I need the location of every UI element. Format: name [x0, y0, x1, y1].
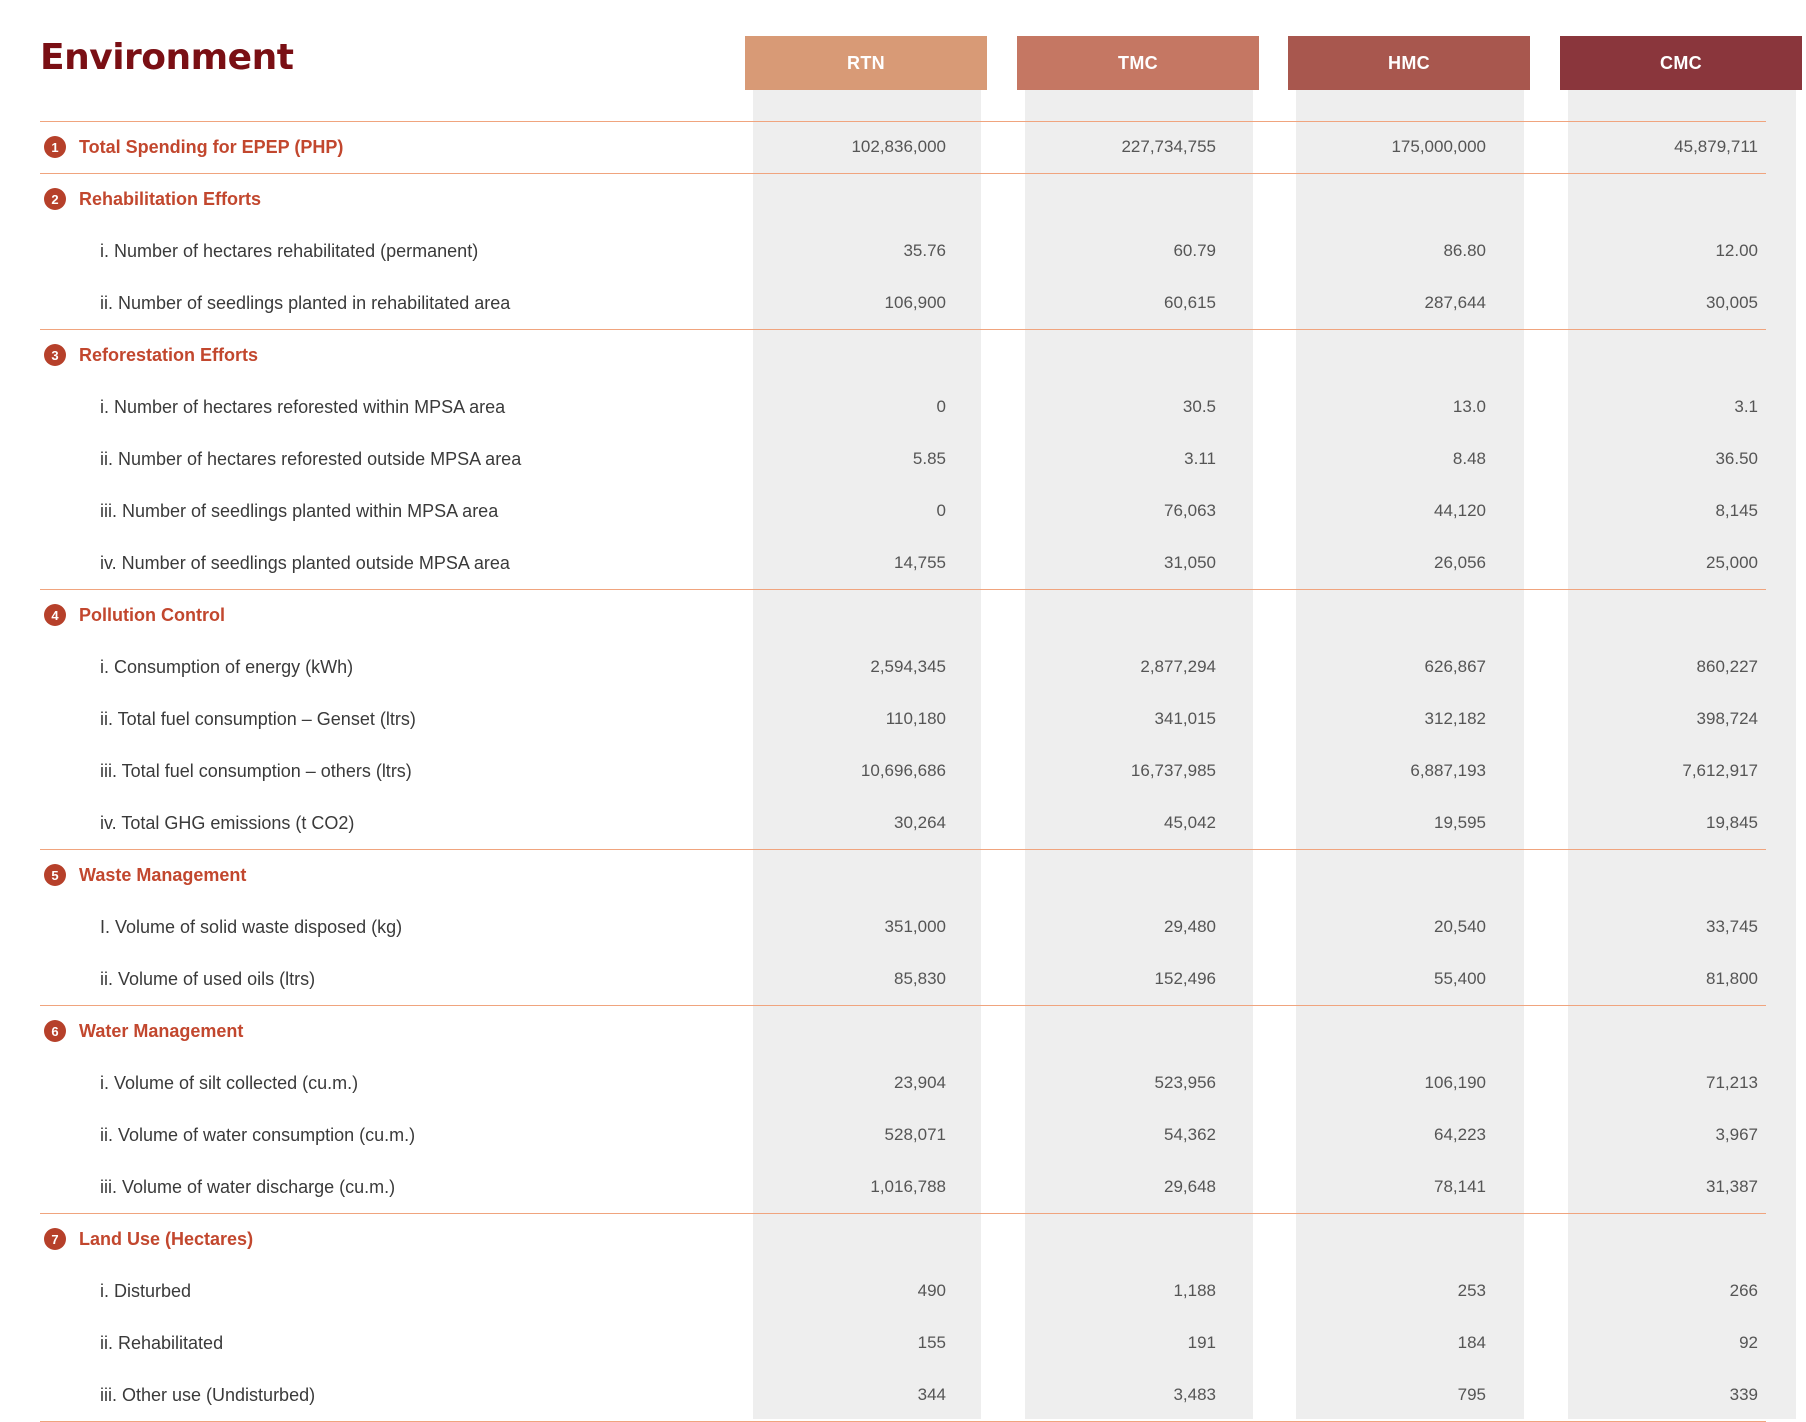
value-cell-rtn: 14,755: [894, 553, 946, 572]
table-row: [0, 1265, 1806, 1317]
value-cell-tmc: 227,734,755: [1121, 137, 1216, 156]
value-cell-cmc: 860,227: [1696, 657, 1758, 676]
value-cell-rtn: 344: [917, 1385, 946, 1404]
row-label: i. Number of hectares reforested within MPSA area: [100, 397, 506, 417]
value-cell-rtn: 10,696,686: [860, 761, 946, 780]
section-number-badge: 1: [44, 136, 66, 158]
value-cell-cmc: 19,845: [1706, 813, 1758, 832]
value-cell-cmc: 36.50: [1715, 449, 1758, 468]
table-row: [0, 485, 1806, 537]
value-cell-cmc: 31,387: [1706, 1177, 1758, 1196]
table-row: [0, 901, 1806, 953]
value-cell-hmc: 626,867: [1424, 657, 1486, 676]
value-cell-cmc: 33,745: [1706, 917, 1758, 936]
value-cell-tmc: 29,648: [1164, 1177, 1216, 1196]
value-cell-tmc: 54,362: [1164, 1125, 1216, 1144]
value-cell-cmc: 81,800: [1706, 969, 1758, 988]
section-title: Land Use (Hectares): [79, 1229, 254, 1249]
section-title: Water Management: [79, 1021, 244, 1041]
table-row: [0, 953, 1806, 1005]
value-cell-hmc: 8.48: [1452, 449, 1486, 468]
section-number-badge: 7: [44, 1228, 66, 1250]
value-cell-cmc: 25,000: [1706, 553, 1758, 572]
table-row: [0, 1057, 1806, 1109]
table-row: [0, 225, 1806, 277]
value-cell-rtn: 2,594,345: [870, 657, 946, 676]
row-label: iv. Number of seedlings planted outside MPSA area: [100, 553, 510, 573]
value-cell-cmc: 71,213: [1706, 1073, 1758, 1092]
value-cell-hmc: 312,182: [1424, 709, 1486, 728]
value-cell-hmc: 64,223: [1434, 1125, 1486, 1144]
row-label: iii. Number of seedlings planted within MPSA area: [100, 501, 499, 521]
value-cell-tmc: 76,063: [1164, 501, 1216, 520]
value-cell-rtn: 0: [936, 397, 946, 416]
row-label: i. Volume of silt collected (cu.m.): [100, 1073, 359, 1093]
value-cell-tmc: 60,615: [1164, 293, 1216, 312]
value-cell-rtn: 490: [917, 1281, 946, 1300]
row-label: iii. Other use (Undisturbed): [100, 1385, 316, 1405]
value-cell-tmc: 191: [1187, 1333, 1216, 1352]
value-cell-cmc: 12.00: [1715, 241, 1758, 260]
row-label: ii. Total fuel consumption – Genset (ltrs): [100, 709, 416, 729]
value-cell-rtn: 30,264: [894, 813, 946, 832]
value-cell-rtn: 351,000: [884, 917, 946, 936]
section-title: Rehabilitation Efforts: [79, 189, 262, 209]
table-row: [0, 797, 1806, 849]
value-cell-hmc: 184: [1457, 1333, 1486, 1352]
section-row: [0, 849, 1806, 901]
section-row: [0, 1005, 1806, 1057]
value-cell-cmc: 339: [1729, 1385, 1758, 1404]
value-cell-hmc: 13.0: [1452, 397, 1486, 416]
value-cell-tmc: 60.79: [1173, 241, 1216, 260]
value-cell-hmc: 287,644: [1424, 293, 1486, 312]
value-cell-hmc: 6,887,193: [1410, 761, 1486, 780]
value-cell-tmc: 3,483: [1173, 1385, 1216, 1404]
table-row: [0, 433, 1806, 485]
row-label: i. Number of hectares rehabilitated (permanent): [100, 241, 479, 261]
row-label: iii. Volume of water discharge (cu.m.): [100, 1177, 396, 1197]
row-label: ii. Volume of used oils (ltrs): [100, 969, 316, 989]
table-row: [0, 693, 1806, 745]
section-title: Waste Management: [79, 865, 247, 885]
value-cell-rtn: 85,830: [894, 969, 946, 988]
value-cell-hmc: 19,595: [1434, 813, 1486, 832]
value-cell-rtn: 155: [917, 1333, 946, 1352]
row-label: ii. Volume of water consumption (cu.m.): [100, 1125, 416, 1145]
table-row: [0, 1369, 1806, 1421]
value-cell-rtn: 35.76: [903, 241, 946, 260]
value-cell-tmc: 523,956: [1154, 1073, 1216, 1092]
row-label: i. Disturbed: [100, 1281, 192, 1301]
table-row: [0, 1317, 1806, 1369]
value-cell-tmc: 341,015: [1154, 709, 1216, 728]
value-cell-rtn: 5.85: [912, 449, 946, 468]
table-row: [0, 1109, 1806, 1161]
page-title: Environment: [40, 37, 294, 78]
value-cell-cmc: 30,005: [1706, 293, 1758, 312]
table-row: [0, 1161, 1806, 1213]
value-cell-hmc: 78,141: [1434, 1177, 1486, 1196]
table-row: [0, 641, 1806, 693]
value-cell-cmc: 7,612,917: [1682, 761, 1758, 780]
section-row: [0, 329, 1806, 381]
value-cell-cmc: 3.1: [1734, 397, 1758, 416]
value-cell-hmc: 44,120: [1434, 501, 1486, 520]
section-title: Reforestation Efforts: [79, 345, 259, 365]
section-title: Pollution Control: [79, 605, 225, 625]
value-cell-tmc: 1,188: [1173, 1281, 1216, 1300]
value-cell-hmc: 175,000,000: [1391, 137, 1486, 156]
value-cell-tmc: 30.5: [1182, 397, 1216, 416]
section-number-badge: 5: [44, 864, 66, 886]
value-cell-tmc: 29,480: [1164, 917, 1216, 936]
row-label: iv. Total GHG emissions (t CO2): [100, 813, 355, 833]
row-label: i. Consumption of energy (kWh): [100, 657, 354, 677]
row-label: iii. Total fuel consumption – others (ltrs): [100, 761, 412, 781]
column-header-cmc: CMC: [1560, 36, 1802, 90]
value-cell-hmc: 55,400: [1434, 969, 1486, 988]
value-cell-rtn: 1,016,788: [870, 1177, 946, 1196]
value-cell-hmc: 795: [1457, 1385, 1486, 1404]
column-header-hmc: HMC: [1288, 36, 1530, 90]
value-cell-hmc: 86.80: [1443, 241, 1486, 260]
section-row: [0, 1213, 1806, 1265]
section-number-badge: 4: [44, 604, 66, 626]
value-cell-cmc: 8,145: [1715, 501, 1758, 520]
value-cell-rtn: 23,904: [894, 1073, 946, 1092]
value-cell-tmc: 31,050: [1164, 553, 1216, 572]
value-cell-tmc: 3.11: [1184, 449, 1216, 468]
row-label: I. Volume of solid waste disposed (kg): [100, 917, 403, 937]
section-row: [0, 589, 1806, 641]
column-header-tmc: TMC: [1017, 36, 1259, 90]
value-cell-rtn: 528,071: [884, 1125, 946, 1144]
value-cell-tmc: 16,737,985: [1130, 761, 1216, 780]
value-cell-rtn: 110,180: [885, 709, 946, 728]
section-title: Total Spending for EPEP (PHP): [79, 137, 344, 157]
row-label: ii. Rehabilitated: [100, 1333, 224, 1353]
section-number-badge: 3: [44, 344, 66, 366]
row-label: ii. Number of seedlings planted in rehabilitated area: [100, 293, 511, 313]
column-header-rtn: RTN: [745, 36, 987, 90]
value-cell-cmc: 3,967: [1715, 1125, 1758, 1144]
value-cell-rtn: 102,836,000: [851, 137, 946, 156]
value-cell-tmc: 2,877,294: [1140, 657, 1216, 676]
section-row: [0, 121, 1806, 173]
value-cell-cmc: 266: [1729, 1281, 1758, 1300]
row-label: ii. Number of hectares reforested outside MPSA area: [100, 449, 522, 469]
value-cell-hmc: 26,056: [1434, 553, 1486, 572]
section-row: [0, 173, 1806, 225]
value-cell-hmc: 106,190: [1424, 1073, 1486, 1092]
section-number-badge: 2: [44, 188, 66, 210]
value-cell-hmc: 20,540: [1434, 917, 1486, 936]
value-cell-cmc: 45,879,711: [1674, 137, 1758, 156]
table-row: [0, 277, 1806, 329]
value-cell-hmc: 253: [1457, 1281, 1486, 1300]
value-cell-rtn: 106,900: [884, 293, 946, 312]
value-cell-cmc: 398,724: [1696, 709, 1758, 728]
table-row: [0, 745, 1806, 797]
section-number-badge: 6: [44, 1020, 66, 1042]
value-cell-rtn: 0: [936, 501, 946, 520]
value-cell-cmc: 92: [1739, 1333, 1758, 1352]
table-row: [0, 537, 1806, 589]
value-cell-tmc: 45,042: [1164, 813, 1216, 832]
table-row: [0, 381, 1806, 433]
value-cell-tmc: 152,496: [1154, 969, 1216, 988]
